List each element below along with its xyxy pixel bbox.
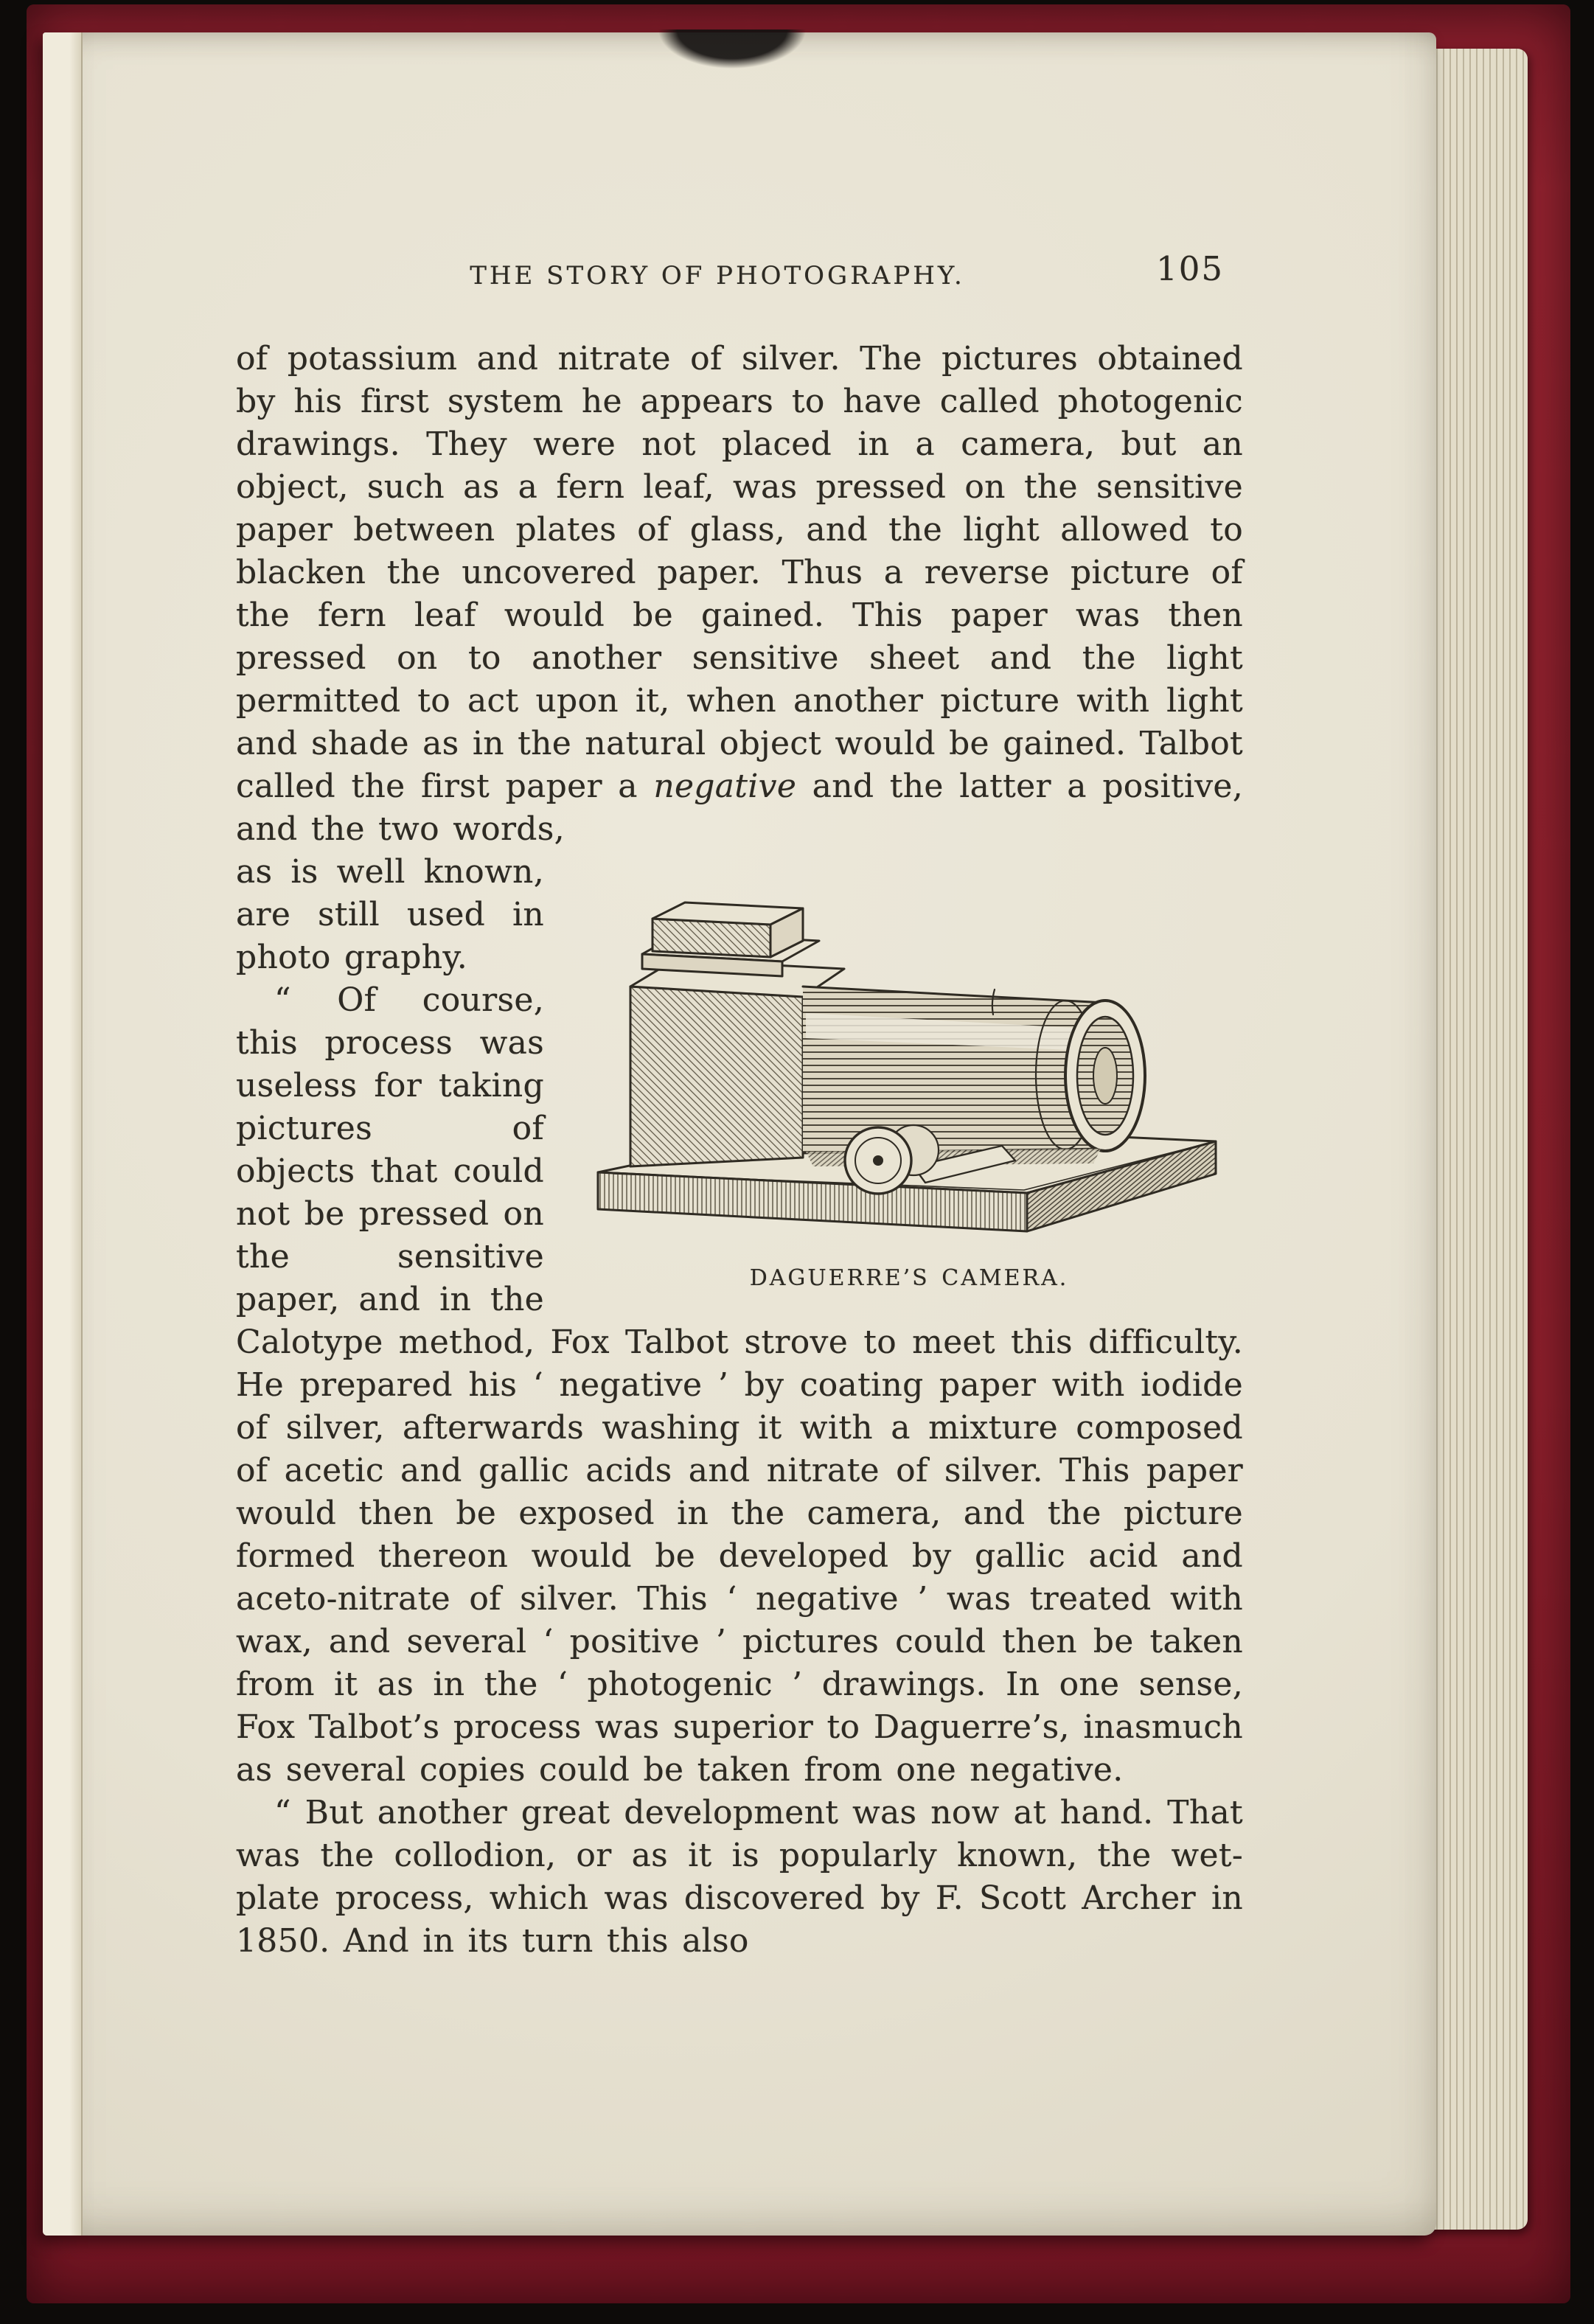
italic-term: negative [653, 768, 797, 805]
running-header [236, 251, 1243, 298]
paragraph-text: as is well known, are still used in photo graphy. [236, 853, 544, 976]
paragraph-2: “ Of course, this process was useless for taking pictures of objects that could not be pressed on the sensitive paper, and in the Calotype method, Fox Talbot strove to meet this difficulty. He prepared his ‘ negative ’ by coating paper with iodide of silver, afterwards washing it with a mixture composed of acetic and gallic acids and nitrate of silver. This paper would then be exposed in the camera, and the picture formed thereon would be developed by gallic acid and aceto-nitrate of silver. This ‘ negative ’ was treated with wax, and several ‘ positive ’ pictures could then be taken from it as in the ‘ photogenic ’ drawings. In one sense, Fox Talbot’s process was superior to Daguerre’s, inasmuch as several copies could be taken from one negative. [236, 981, 1243, 1789]
page-top-shadow [653, 29, 811, 80]
page-number: 105 [1156, 249, 1224, 288]
paragraph-1 [236, 338, 1243, 851]
daguerre-camera-illustration [585, 857, 1233, 1255]
camera-figure [575, 857, 1243, 1292]
paragraph-text: and the latter a positive, and the two words, [236, 768, 1243, 848]
paragraph-1-continued [236, 851, 1243, 1291]
book-page [43, 32, 1436, 2236]
paragraph-3: “ But another great development was now at hand. That was the collodion, or as it is popularly known, the wet-plate process, which was discovered by F. Scott Archer in 1850. And in its turn this also [236, 1794, 1243, 1960]
page-content [236, 251, 1243, 1963]
page-title: THE STORY OF PHOTOGRAPHY. [470, 261, 965, 290]
paragraph-text: of potassium and nitrate of silver. The pictures obtained by his first system he appears to have called photogenic drawings. They were not placed in a camera, but an object, such as a fern leaf, was pressed on the sensitive paper between plates of glass, and the light allowed to blacken the uncovered paper. Thus a reverse picture of the fern leaf would be gained. This paper was then pressed on to another sensitive sheet and the light permitted to act upon it, when another picture with light and shade as in the natural object would be gained. Talbot called the first paper a [236, 340, 1243, 805]
figure-caption: DAGUERRE’S CAMERA. [749, 1265, 1069, 1291]
page-fore-edge [43, 32, 83, 2236]
body-text [236, 338, 1243, 1963]
